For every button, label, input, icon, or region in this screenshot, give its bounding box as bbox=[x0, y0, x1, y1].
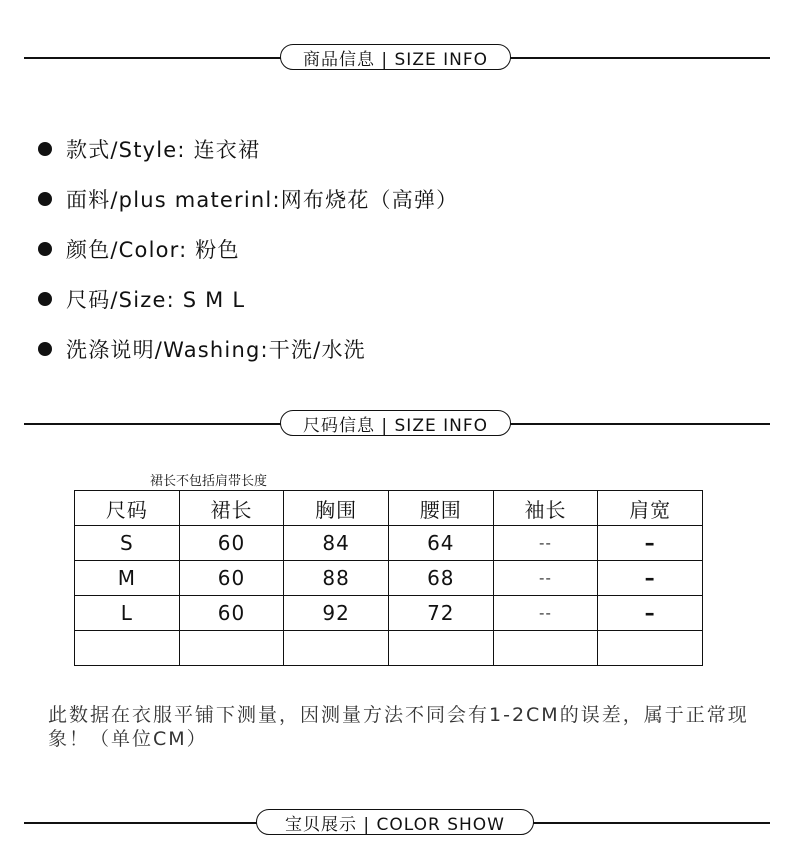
table-cell bbox=[179, 631, 284, 666]
table-cell bbox=[388, 631, 493, 666]
table-cell: 72 bbox=[388, 596, 493, 631]
table-cell bbox=[75, 631, 180, 666]
bullet-icon bbox=[38, 192, 52, 206]
attribute-style bbox=[38, 124, 458, 174]
section-header-product-info bbox=[24, 44, 770, 72]
attribute-color bbox=[38, 224, 458, 274]
table-cell: – bbox=[598, 526, 703, 561]
section-header-size-info bbox=[24, 410, 770, 438]
table-cell: -- bbox=[493, 596, 598, 631]
header-cell: 胸围 bbox=[284, 491, 389, 526]
attribute-text: 尺码/Size: S M L bbox=[66, 288, 246, 312]
attribute-washing bbox=[38, 324, 458, 374]
header-cell: 腰围 bbox=[388, 491, 493, 526]
table-cell: 60 bbox=[179, 561, 284, 596]
header-cell: 裙长 bbox=[179, 491, 284, 526]
table-cell bbox=[284, 631, 389, 666]
table-cell: L bbox=[75, 596, 180, 631]
header-cell: 袖长 bbox=[493, 491, 598, 526]
table-cell: 84 bbox=[284, 526, 389, 561]
section-header-color-show bbox=[24, 809, 770, 837]
attribute-text: 面料/plus materinl:网布烧花（高弹） bbox=[66, 188, 459, 212]
table-cell: S bbox=[75, 526, 180, 561]
table-cell: 68 bbox=[388, 561, 493, 596]
table-cell: -- bbox=[493, 561, 598, 596]
attribute-text: 款式/Style: 连衣裙 bbox=[66, 138, 261, 162]
table-cell: 92 bbox=[284, 596, 389, 631]
bullet-icon bbox=[38, 292, 52, 306]
attribute-size bbox=[38, 274, 458, 324]
table-cell: 60 bbox=[179, 596, 284, 631]
table-note: 裙长不包括肩带长度 bbox=[150, 474, 268, 489]
table-cell: -- bbox=[493, 526, 598, 561]
section-title: 商品信息 | SIZE INFO bbox=[280, 44, 511, 70]
attribute-material bbox=[38, 174, 458, 224]
table-row bbox=[75, 596, 703, 631]
table-row-empty bbox=[75, 631, 703, 666]
table-cell: 64 bbox=[388, 526, 493, 561]
product-attributes bbox=[38, 124, 458, 374]
table-cell bbox=[598, 631, 703, 666]
table-header-row bbox=[75, 491, 703, 526]
section-title: 尺码信息 | SIZE INFO bbox=[280, 410, 511, 436]
table-row bbox=[75, 526, 703, 561]
bullet-icon bbox=[38, 242, 52, 256]
table-row bbox=[75, 561, 703, 596]
size-table bbox=[74, 490, 703, 666]
table-cell: 88 bbox=[284, 561, 389, 596]
table-cell: – bbox=[598, 561, 703, 596]
attribute-text: 洗涤说明/Washing:干洗/水洗 bbox=[66, 338, 366, 362]
header-cell: 尺码 bbox=[75, 491, 180, 526]
bullet-icon bbox=[38, 142, 52, 156]
table-cell: M bbox=[75, 561, 180, 596]
section-title: 宝贝展示 | COLOR SHOW bbox=[256, 809, 534, 835]
table-cell: 60 bbox=[179, 526, 284, 561]
table-cell: – bbox=[598, 596, 703, 631]
bullet-icon bbox=[38, 342, 52, 356]
header-cell: 肩宽 bbox=[598, 491, 703, 526]
attribute-text: 颜色/Color: 粉色 bbox=[66, 238, 240, 262]
measurement-remark: 此数据在衣服平铺下测量，因测量方法不同会有1-2CM的误差，属于正常现象！（单位CM） bbox=[48, 704, 749, 750]
table-cell bbox=[493, 631, 598, 666]
